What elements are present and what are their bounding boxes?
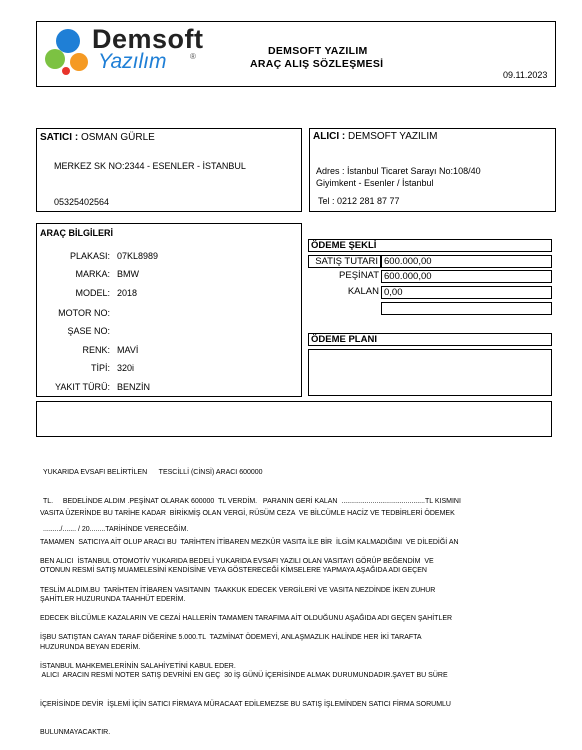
buyer-heading <box>313 131 437 142</box>
notes-box <box>36 401 552 437</box>
seller-phone: 05325402564 <box>54 197 110 207</box>
buyer-address-line1: Adres : İstanbul Ticaret Sarayı No:108/40 <box>316 166 481 176</box>
payment-value-remaining: 0,00 <box>381 286 552 299</box>
clause-1-line-2: TL. BEDELİNDE ALDIM .PEŞİNAT OLARAK 600000 TL VERDİM. PARANIN GERİ KALAN ...........................................TL KISMINI <box>43 497 461 505</box>
seller-address: MERKEZ SK NO:2344 - ESENLER - İSTANBUL <box>54 161 246 171</box>
logo-mark-icon <box>44 26 96 76</box>
logo-registered: ® <box>190 52 196 61</box>
clause-2-line-3: OTONUN RESMİ SATIŞ MUAMELESİNİ KENDİSİNE VEYA GÖSTERECEĞİ KİMSELERE YAPMAYA AŞAĞIDA ADI GEÇEN <box>40 567 427 574</box>
clause-3-line-4: HUZURUNDA BEYAN EDERİM. <box>40 643 141 651</box>
buyer-name: DEMSOFT YAZILIM <box>348 131 438 142</box>
clause-3-line-2: TESLİM ALDIM.BU TARİHTEN İTİBAREN VASITANIN TAAKKUK EDECEK VERGİLERİ VE VASITA NEZDİNDE İKEN ZUHUR <box>40 586 436 594</box>
payment-label-remaining: KALAN <box>347 286 379 297</box>
payment-value-downpayment: 600.000,00 <box>381 270 552 283</box>
vehicle-section-title: ARAÇ BİLGİLERİ <box>40 228 113 238</box>
vehicle-value-fuel: BENZİN <box>117 382 151 392</box>
seller-heading <box>40 132 155 143</box>
clause-paragraph-4 <box>40 614 422 681</box>
vehicle-label-fuel: YAKIT TÜRÜ: <box>54 382 110 392</box>
clause-3-line-7: BULUNMAYACAKTIR. <box>40 729 111 736</box>
payment-label-downpayment: PEŞİNAT <box>339 270 379 281</box>
clause-3-line-3: EDECEK BİLCÜMLE KAZALARIN VE CEZAİ HALLERİN TAMAMEN TARAFIMA AİT OLDUĞUNU AŞAĞIDA ADI GEÇEN ŞAHİTLER <box>40 615 453 622</box>
clause-3-line-6: İÇERİSİNDE DEVİR İŞLEMİ İÇİN SATICI FİRMAYA MÜRACAAT EDİLEMEZSE BU SATIŞ İŞLEMİNDEN SATICI FİRMA SORUMLU <box>40 700 451 708</box>
vehicle-label-chassis: ŞASE NO: <box>67 326 110 336</box>
clause-1-line-1: YUKARIDA EVSAFI BELİRTİLEN TESCİLLİ (CİNSİ) ARACI 600000 <box>43 469 263 476</box>
vehicle-label-plate: PLAKASI: <box>69 251 110 261</box>
clause-1-line-3: ........./....... / 20........TARİHİNDE VERECEĞİM. <box>43 526 189 533</box>
payment-blank-row <box>381 302 552 315</box>
vehicle-label-type: TİPİ: <box>90 363 110 373</box>
vehicle-label-engine: MOTOR NO: <box>58 308 110 318</box>
buyer-label: ALICI : <box>313 131 346 142</box>
document-title: ARAÇ ALIŞ SÖZLEŞMESİ <box>250 58 384 70</box>
payment-value-sale: 600.000,00 <box>381 255 552 268</box>
vehicle-value-brand: BMW <box>117 269 139 279</box>
document-date: 09.11.2023 <box>503 70 548 80</box>
company-name: DEMSOFT YAZILIM <box>268 45 368 57</box>
payment-method-title: ÖDEME ŞEKLİ <box>308 239 552 252</box>
seller-label: SATICI : <box>40 132 79 143</box>
vehicle-value-model: 2018 <box>117 288 138 298</box>
clause-4-line-1: İŞBU SATIŞTAN CAYAN TARAF DİĞERİNE 5.000.TL TAZMİNAT ÖDEMEYİ, ANLAŞMAZLIK HALİNDE HER İKİ TARAFTA <box>40 634 422 641</box>
logo-brand-top: Demsoft <box>92 24 204 54</box>
vehicle-value-plate: 07KL8989 <box>117 251 159 261</box>
buyer-address-line2: Giyimkent - Esenler / İstanbul <box>316 178 434 188</box>
payment-label-sale: SATIŞ TUTARI <box>308 255 381 268</box>
buyer-phone: Tel : 0212 281 87 77 <box>318 196 400 206</box>
vehicle-label-model: MODEL: <box>75 288 110 298</box>
clause-2-line-2: TAMAMEN SATICIYA AİT OLUP ARACI BU TARİHTEN İTİBAREN MEZKÜR VASITA İLE BİR İLGİM KALMADIĞINI VE DİLEDİĞİ AN <box>40 538 459 546</box>
payment-plan-title: ÖDEME PLANI <box>308 333 552 346</box>
vehicle-label-color: RENK: <box>82 345 110 355</box>
clause-2-line-1: VASITA ÜZERİNDE BU TARİHE KADAR BİRİKMİŞ OLAN VERGİ, RÜSÜM CEZA VE BİLCÜMLE HACİZ VE TEDBİRLERİ ÖDEMEK <box>40 510 455 517</box>
logo-brand-bottom: Yazılım <box>98 50 167 73</box>
company-logo <box>44 26 244 78</box>
seller-name: OSMAN GÜRLE <box>80 132 155 143</box>
clause-4-line-2: İSTANBUL MAHKEMELERİNİN SALAHİYETİNİ KABUL EDER. <box>40 662 236 670</box>
clause-3-line-5: ALICI ARACIN RESMİ NOTER SATIŞ DEVRİNİ EN GEÇ 30 İŞ GÜNÜ İÇERİSİNDE ALMAK DURUMUNDADIR.ŞAYET BU SÜRE <box>40 672 448 679</box>
vehicle-value-type: 320i <box>117 363 135 373</box>
payment-plan-box <box>308 349 552 396</box>
vehicle-label-brand: MARKA: <box>75 269 110 279</box>
clause-2-line-4: ŞAHİTLER HUZURUNDA TAAHHÜT EDERİM. <box>40 595 186 603</box>
clause-3-line-1: BEN ALICI İSTANBUL OTOMOTİV YUKARIDA BEDELİ YUKARIDA EVSAFI YAZILI OLAN VASITAYI GÖRÜP BEĞENDİM VE <box>40 558 434 565</box>
vehicle-value-color: MAVİ <box>117 345 139 355</box>
